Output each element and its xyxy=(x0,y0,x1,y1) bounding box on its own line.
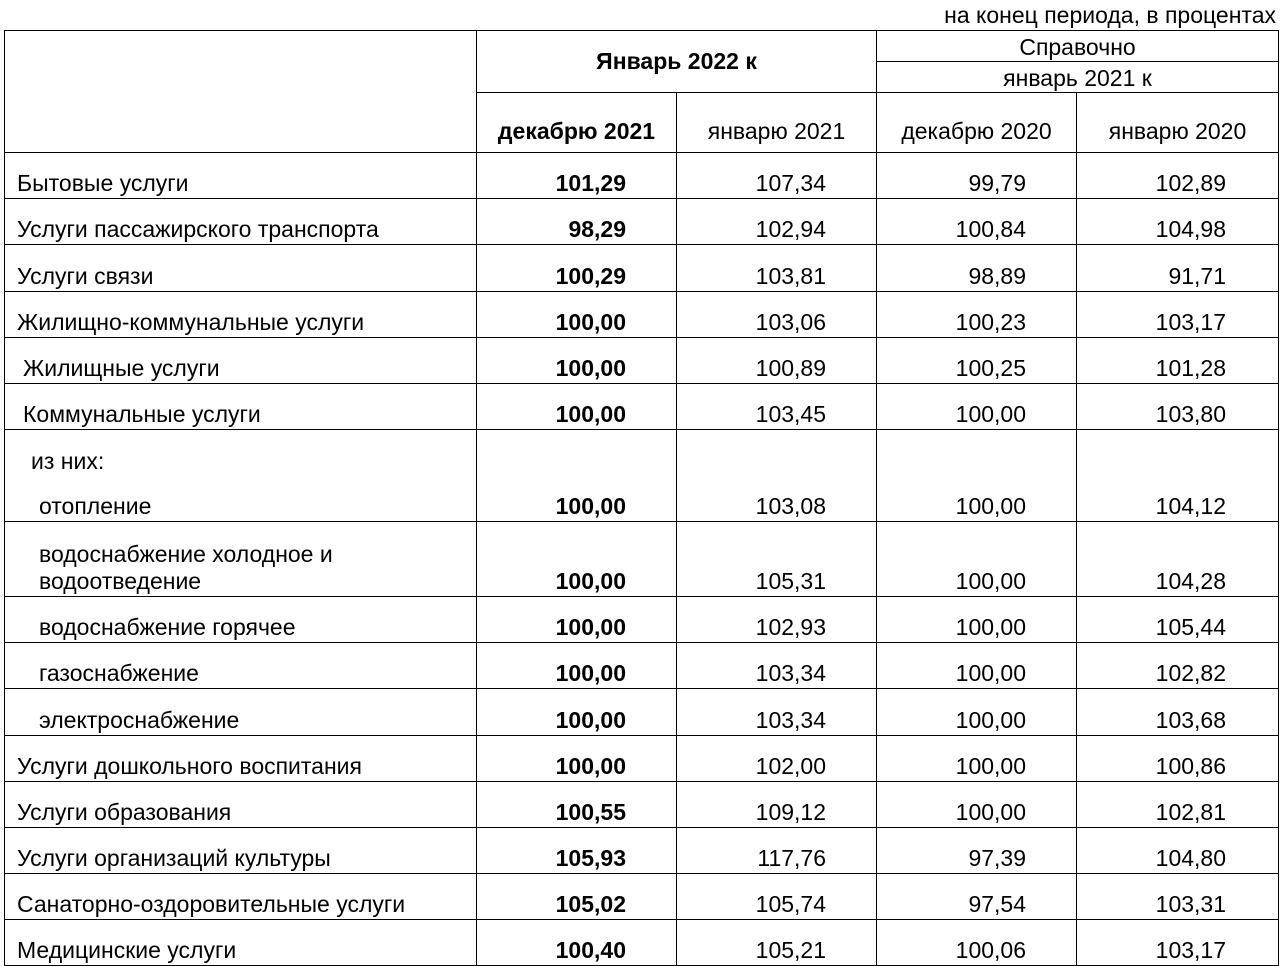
value-jan-2021: 102,94 xyxy=(677,199,877,245)
row-label: Медицинские услуги xyxy=(5,920,477,966)
value-dec-2021: 100,00 xyxy=(477,338,677,384)
value-dec-2021: 100,00 xyxy=(477,736,677,782)
header-col-jan-2021: январю 2021 xyxy=(677,93,877,153)
value-dec-2021: 100,00 xyxy=(477,522,677,597)
value-jan-2020: 103,80 xyxy=(1077,384,1279,430)
value-dec-2021: 101,29 xyxy=(477,153,677,199)
value-dec-2020: 100,25 xyxy=(877,338,1077,384)
value-jan-2021: 102,00 xyxy=(677,736,877,782)
value-jan-2020: 105,44 xyxy=(1077,597,1279,643)
value-jan-2021: 109,12 xyxy=(677,782,877,828)
header-col-dec-2021: декабрю 2021 xyxy=(477,93,677,153)
value-dec-2021: 100,00 xyxy=(477,292,677,338)
value-dec-2020: 100,00 xyxy=(877,782,1077,828)
value-jan-2020: 104,98 xyxy=(1077,199,1279,245)
value-dec-2020: 100,00 xyxy=(877,522,1077,597)
value-dec-2020: 100,00 xyxy=(877,689,1077,736)
value-dec-2021: 98,29 xyxy=(477,199,677,245)
value-jan-2021: 105,21 xyxy=(677,920,877,966)
row-label: электроснабжение xyxy=(5,689,477,736)
value-dec-2020: 100,00 xyxy=(877,736,1077,782)
table-row xyxy=(5,782,1279,828)
value-dec-2020: 100,00 xyxy=(877,597,1077,643)
value-dec-2021: 100,00 xyxy=(477,430,677,522)
row-label: Услуги пассажирского транспорта xyxy=(5,199,477,245)
table-row xyxy=(5,430,1279,522)
row-label: Жилищные услуги xyxy=(5,338,477,384)
value-jan-2021: 102,93 xyxy=(677,597,877,643)
value-jan-2020: 103,68 xyxy=(1077,689,1279,736)
value-jan-2020: 104,80 xyxy=(1077,828,1279,874)
table-row xyxy=(5,874,1279,920)
table-row xyxy=(5,736,1279,782)
value-dec-2020: 98,89 xyxy=(877,245,1077,292)
table-row xyxy=(5,292,1279,338)
header-col-dec-2020: декабрю 2020 xyxy=(877,93,1077,153)
header-empty-cell xyxy=(5,31,477,153)
value-jan-2021: 103,06 xyxy=(677,292,877,338)
row-label-line-1: водоснабжение холодное и xyxy=(39,541,333,567)
row-label: Услуги организаций культуры xyxy=(5,828,477,874)
value-dec-2021: 105,02 xyxy=(477,874,677,920)
value-jan-2021: 103,08 xyxy=(677,430,877,522)
row-label: Коммунальные услуги xyxy=(5,384,477,430)
row-label: отопление xyxy=(39,493,152,519)
value-dec-2020: 100,00 xyxy=(877,384,1077,430)
table-row xyxy=(5,199,1279,245)
row-label: газоснабжение xyxy=(5,643,477,689)
value-jan-2021: 105,74 xyxy=(677,874,877,920)
value-jan-2021: 103,81 xyxy=(677,245,877,292)
header-col-jan-2020: январю 2020 xyxy=(1077,93,1279,153)
value-dec-2020: 100,00 xyxy=(877,643,1077,689)
table-row xyxy=(5,643,1279,689)
table-row xyxy=(5,522,1279,597)
row-label: Услуги дошкольного воспитания xyxy=(5,736,477,782)
value-jan-2020: 102,82 xyxy=(1077,643,1279,689)
value-dec-2020: 97,54 xyxy=(877,874,1077,920)
row-label: Бытовые услуги xyxy=(5,153,477,199)
value-dec-2021: 100,40 xyxy=(477,920,677,966)
table-row xyxy=(5,920,1279,966)
value-dec-2020: 100,84 xyxy=(877,199,1077,245)
value-jan-2021: 107,34 xyxy=(677,153,877,199)
row-label: Санаторно-оздоровительные услуги xyxy=(5,874,477,920)
row-label: Жилищно-коммунальные услуги xyxy=(5,292,477,338)
value-jan-2020: 100,86 xyxy=(1077,736,1279,782)
value-dec-2021: 100,00 xyxy=(477,597,677,643)
value-jan-2020: 102,81 xyxy=(1077,782,1279,828)
value-dec-2020: 99,79 xyxy=(877,153,1077,199)
value-jan-2021: 103,45 xyxy=(677,384,877,430)
value-dec-2021: 100,00 xyxy=(477,643,677,689)
value-dec-2020: 100,23 xyxy=(877,292,1077,338)
value-dec-2020: 100,00 xyxy=(877,430,1077,522)
value-jan-2021: 100,89 xyxy=(677,338,877,384)
table-row xyxy=(5,338,1279,384)
table-row xyxy=(5,153,1279,199)
value-jan-2020: 91,71 xyxy=(1077,245,1279,292)
value-dec-2021: 100,00 xyxy=(477,689,677,736)
value-jan-2020: 101,28 xyxy=(1077,338,1279,384)
row-label-group xyxy=(5,430,477,522)
value-dec-2021: 100,29 xyxy=(477,245,677,292)
value-jan-2020: 103,17 xyxy=(1077,920,1279,966)
row-label: водоснабжение горячее xyxy=(5,597,477,643)
table-row xyxy=(5,384,1279,430)
value-jan-2020: 103,17 xyxy=(1077,292,1279,338)
value-dec-2021: 100,00 xyxy=(477,384,677,430)
header-row-1 xyxy=(5,31,1279,62)
value-jan-2020: 104,28 xyxy=(1077,522,1279,597)
value-jan-2021: 105,31 xyxy=(677,522,877,597)
table-row xyxy=(5,597,1279,643)
units-note: на конец периода, в процентах xyxy=(944,2,1276,28)
value-dec-2020: 100,06 xyxy=(877,920,1077,966)
table-row xyxy=(5,689,1279,736)
value-jan-2020: 104,12 xyxy=(1077,430,1279,522)
value-dec-2020: 97,39 xyxy=(877,828,1077,874)
value-jan-2020: 102,89 xyxy=(1077,153,1279,199)
value-jan-2020: 103,31 xyxy=(1077,874,1279,920)
table-row xyxy=(5,245,1279,292)
row-label xyxy=(5,522,477,597)
header-reference: Справочно xyxy=(877,31,1279,62)
value-jan-2021: 103,34 xyxy=(677,643,877,689)
value-jan-2021: 117,76 xyxy=(677,828,877,874)
row-label: Услуги связи xyxy=(5,245,477,292)
value-jan-2021: 103,34 xyxy=(677,689,877,736)
header-january-2021: январь 2021 к xyxy=(877,62,1279,93)
services-price-index-table xyxy=(4,30,1279,966)
header-january-2022: Январь 2022 к xyxy=(477,31,877,93)
row-label: Услуги образования xyxy=(5,782,477,828)
table-row xyxy=(5,828,1279,874)
value-dec-2021: 100,55 xyxy=(477,782,677,828)
subgroup-label: из них: xyxy=(31,448,105,474)
value-dec-2021: 105,93 xyxy=(477,828,677,874)
row-label-line-2: водоотведение xyxy=(39,568,202,594)
